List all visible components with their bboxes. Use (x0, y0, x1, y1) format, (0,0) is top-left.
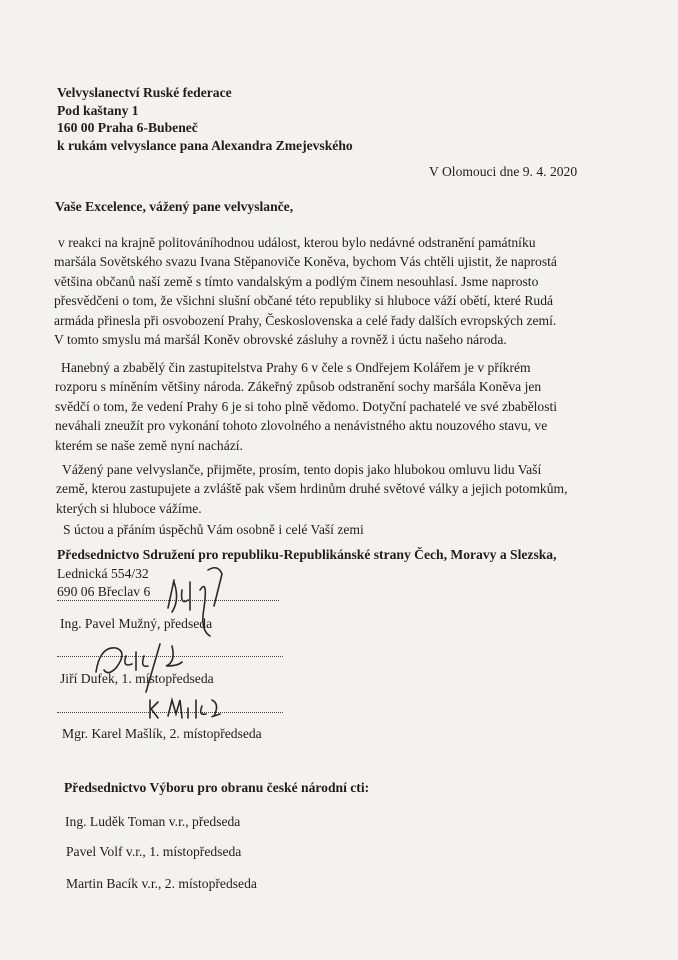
text-line: Hanebný a zbabělý čin zastupitelstva Prahy 6 v čele s Ondřejem Kolářem je v příkrém (61, 360, 531, 375)
sender-org: Předsednictvo Sdružení pro republiku-Republikánské strany Čech, Moravy a Slezska, (57, 547, 557, 562)
text-line: kterém se naše země nyní nachází. (55, 437, 243, 453)
text-line: maršála Sovětského svazu Ivana Stěpanoviče Koněva, bychom Vás chtěli ujistit, že naprostá (54, 254, 557, 270)
sender-street: Lednická 554/32 (57, 566, 149, 581)
salutation: Vaše Excelence, vážený pane velvyslanče, (55, 199, 294, 214)
text-line: neváhali zneužít pro vykonání tohoto zlovolného a nenávistného aktu nouzového stavu, ve (55, 418, 548, 434)
signature-dufek (86, 636, 196, 696)
text-line: svědčí o tom, že vedení Prahy 6 je si toho plně vědomo. Dotyční pachatelé ve své zbabělosti (55, 398, 558, 414)
address-line: k rukám velvyslance pana Alexandra Zmejevského (57, 137, 353, 153)
text-line: V tomto smyslu má maršál Koněv obrovské zásluhy a rovněž i úctu našeho národa. (54, 331, 507, 347)
committee-member: Pavel Volf v.r., 1. místopředseda (66, 844, 242, 859)
signatory-name: Jiří Dufek, 1. místopředseda (60, 671, 214, 686)
text-line: v reakci na krajně politováníhodnou událost, kterou bylo nedávné odstranění památníku (58, 235, 536, 250)
signatory-name: Mgr. Karel Mašlík, 2. místopředseda (62, 726, 262, 741)
text-line: přesvědčeni o tom, že všichni slušní občané této republiky si hluboce váží obětí, které Rudá (54, 293, 554, 309)
committee-title: Předsednictvo Výboru pro obranu české národní cti: (64, 780, 370, 795)
signatory-name: Ing. Pavel Mužný, předseda (60, 616, 213, 631)
text-line: kterých si hluboce vážíme. (56, 500, 202, 516)
text-line: Vážený pane velvyslanče, přijměte, prosím, tento dopis jako hlubokou omluvu lidu Vaší (62, 462, 542, 477)
paragraph-1 (54, 233, 557, 349)
address-line: 160 00 Praha 6-Bubeneč (57, 120, 198, 135)
closing: S úctou a přáním úspěchů Vám osobně i celé Vaší zemi (63, 522, 364, 537)
text-line: většina občanů naší země s tímto vandalským a podlým činem nesouhlasí. Jsme naprosto (54, 273, 539, 289)
text-line: země, kterou zastupujete a zvláště pak všem hrdinům druhé světové války a jejich potomkům, (56, 481, 568, 497)
committee-member: Martin Bacík v.r., 2. místopředseda (66, 876, 257, 891)
signature-muzny (160, 560, 240, 640)
address-line: Velvyslanectví Ruské federace (57, 85, 232, 100)
recipient-address (57, 84, 353, 154)
paragraph-3 (56, 460, 568, 518)
text-line: armáda přinesla při osvobození Prahy, Československa a celé řady dalších evropských zemí. (54, 312, 557, 328)
date-line: V Olomouci dne 9. 4. 2020 (429, 164, 578, 179)
signature-maslik (146, 694, 226, 724)
paragraph-2 (55, 358, 557, 455)
text-line: rozporu s míněním většiny národa. Zákeřný způsob odstranění sochy maršála Koněva jen (55, 379, 542, 395)
sender-city: 690 06 Břeclav 6 (57, 584, 151, 599)
address-line: Pod kaštany 1 (57, 102, 139, 118)
committee-member: Ing. Luděk Toman v.r., předseda (65, 814, 241, 829)
